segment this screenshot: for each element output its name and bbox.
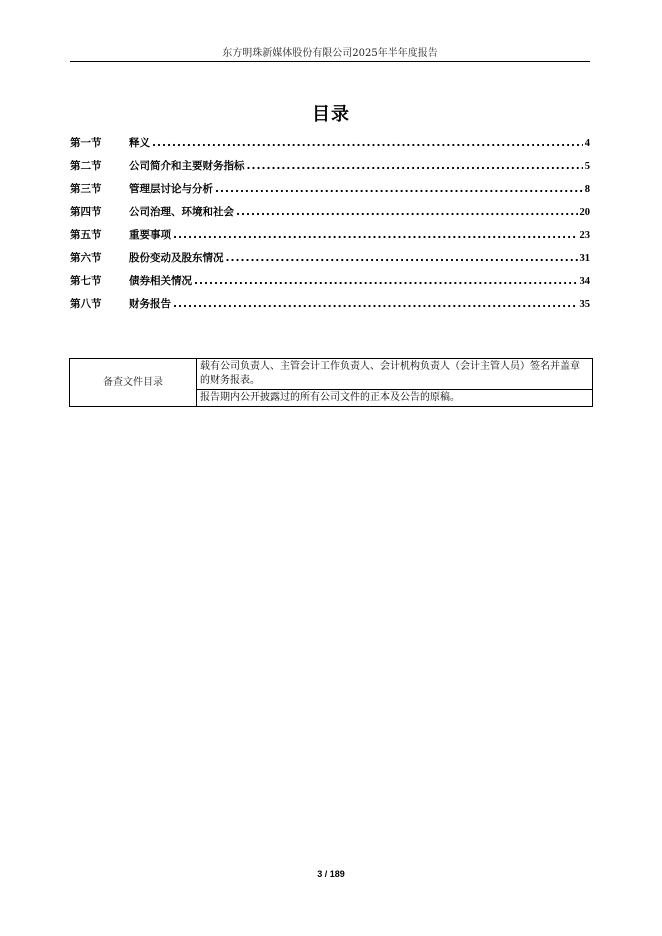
toc-section-number: 第三节 xyxy=(70,183,102,195)
toc-section-name: 公司治理、环境和社会 xyxy=(129,206,234,218)
toc-entry[interactable] xyxy=(70,135,590,158)
toc-entry[interactable] xyxy=(70,227,590,250)
reference-documents-label: 备查文件目录 xyxy=(70,359,197,407)
toc-leader-dots xyxy=(226,252,578,264)
toc-entry[interactable] xyxy=(70,204,590,227)
toc-title: 目录 xyxy=(312,104,350,125)
reference-document-item: 载有公司负责人、主管会计工作负责人、会计机构负责人（会计主管人员）签名并盖章的财务报表。 xyxy=(197,359,593,390)
toc-section-number: 第六节 xyxy=(70,252,102,264)
toc-leader-dots xyxy=(173,298,578,310)
toc-page-number: 34 xyxy=(579,276,590,287)
toc-section-name: 管理层讨论与分析 xyxy=(129,183,213,195)
toc-page-number: 5 xyxy=(584,161,590,172)
toc-leader-dots xyxy=(236,206,578,218)
toc-leader-dots xyxy=(247,160,583,172)
toc-page-number: 8 xyxy=(584,184,590,195)
toc-entry[interactable] xyxy=(70,158,590,181)
toc-section-name: 财务报告 xyxy=(129,298,171,310)
toc-section-number: 第五节 xyxy=(70,229,102,241)
toc-entry[interactable] xyxy=(70,181,590,204)
toc-section-number: 第二节 xyxy=(70,160,102,172)
table-of-contents xyxy=(70,135,590,319)
toc-page-number: 23 xyxy=(579,230,590,241)
toc-section-name: 债券相关情况 xyxy=(129,275,192,287)
toc-section-name: 重要事项 xyxy=(129,229,171,241)
toc-entry[interactable] xyxy=(70,273,590,296)
toc-section-number: 第七节 xyxy=(70,275,102,287)
page-number-footer: 3 / 189 xyxy=(317,869,345,879)
reference-document-item: 报告期内公开披露过的所有公司文件的正本及公告的原稿。 xyxy=(197,390,593,407)
toc-section-number: 第一节 xyxy=(70,137,102,149)
toc-leader-dots xyxy=(173,229,578,241)
toc-entry[interactable] xyxy=(70,250,590,273)
toc-page-number: 31 xyxy=(579,253,590,264)
toc-leader-dots xyxy=(194,275,578,287)
toc-page-number: 20 xyxy=(579,207,590,218)
header-divider xyxy=(70,61,590,62)
toc-section-name: 释义 xyxy=(129,137,150,149)
toc-section-name: 公司简介和主要财务指标 xyxy=(129,160,245,172)
toc-section-number: 第八节 xyxy=(70,298,102,310)
reference-documents-table xyxy=(69,358,593,407)
toc-section-name: 股份变动及股东情况 xyxy=(129,252,224,264)
table-row xyxy=(70,359,593,390)
toc-leader-dots xyxy=(215,183,583,195)
toc-leader-dots xyxy=(152,137,583,149)
page-header: 东方明珠新媒体股份有限公司2025年半年度报告 xyxy=(222,48,438,59)
toc-section-number: 第四节 xyxy=(70,206,102,218)
toc-page-number: 4 xyxy=(584,138,590,149)
toc-entry[interactable] xyxy=(70,296,590,319)
toc-page-number: 35 xyxy=(579,299,590,310)
